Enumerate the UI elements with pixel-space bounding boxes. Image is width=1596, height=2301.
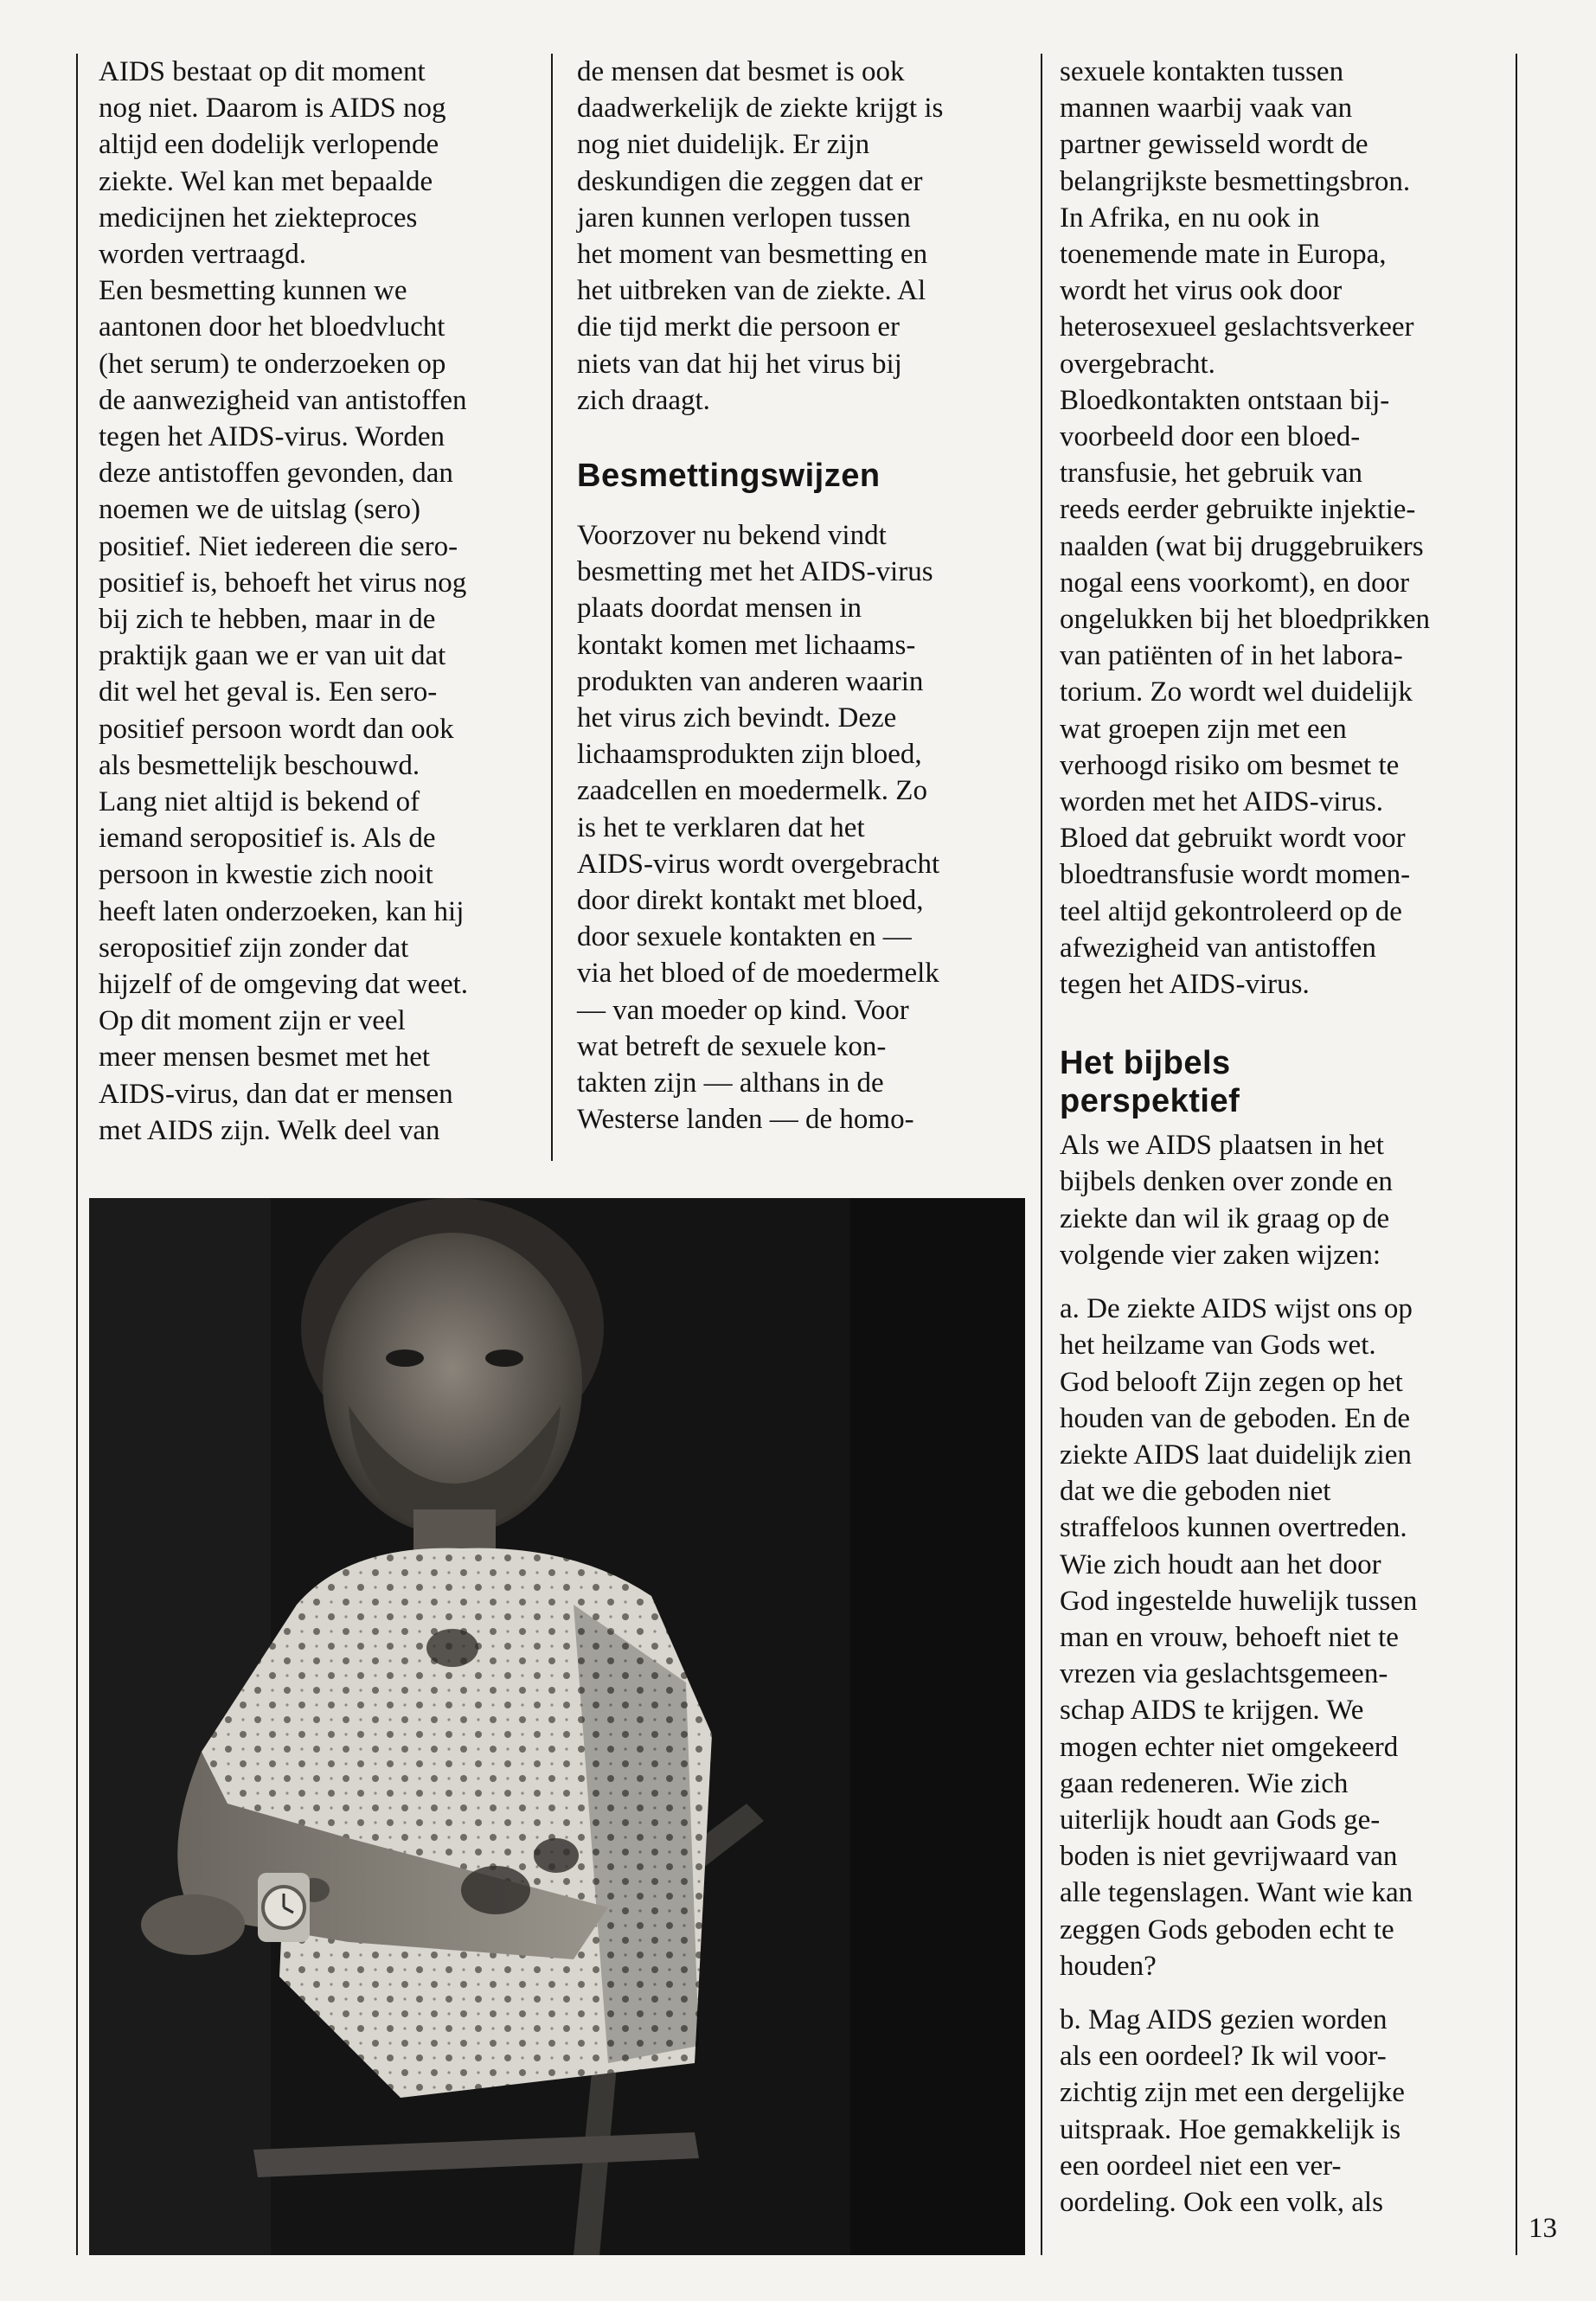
point-b: b. Mag AIDS gezien worden als een oordeel? Ik wil voor- zichtig zijn met een dergelijke uitspraak. Hoe gemakkelijk is een oordeel niet een ver- oordeling. Ook een volk, als <box>1060 2003 1405 2218</box>
right-margin-rule <box>1516 54 1517 2255</box>
column-3-text: sexuele kontakten tussen mannen waarbij vaak van partner gewisseld wordt de belangrijkste besmettingsbron. In Afrika, en nu ook in toenemende mate in Europa, wordt het virus ook door heterosexueel geslachtsverkeer overgebracht. Bloedkontakten ontstaan bij- voorbeeld door een bloed- transfusie, het gebruik van reeds eerder gebruikte injektie- naalden (wat bij druggebruikers nogal eens voorkomt), en door ongelukken bij het bloedprikken van patiënten of in het labora- torium. Zo wordt wel duidelijk wat groepen zijn met een verhoogd risiko om besmet te worden met het AIDS-virus. Bloed dat gebruikt wordt voor bloedtransfusie wordt momen- teel altijd gekontroleerd op de afwezigheid van antistoffen tegen het AIDS-virus. <box>1060 56 1430 1001</box>
column-2 <box>577 54 1027 1138</box>
heading-besmettingswijzen: Besmettingswijzen <box>577 458 881 495</box>
patient-photo-graphic <box>89 1198 1025 2255</box>
column-2-text: de mensen dat besmet is ook daadwerkelijk de ziekte krijgt is nog niet duidelijk. Er zijn deskundigen die zeggen dat er jaren kunnen verlopen tussen het moment van besmetting en het uitbreken van de ziekte. Al die tijd merkt die persoon er niets van dat hij het virus bij zich draagt. <box>577 56 944 416</box>
column-1 <box>99 54 540 1149</box>
column-divider-2 <box>1041 54 1042 2255</box>
column-2-text-2: Voorzover nu bekend vindt besmetting met het AIDS-virus plaats doordat mensen in kontakt komen met lichaams- produkten van anderen waarin het virus zich bevindt. Deze lichaamsprodukten zijn bloed, zaadcellen en moedermelk. Zo is het te verklaren dat het AIDS-virus wordt overgebracht door direkt kontakt met bloed, door sexuele kontakten en — via het bloed of de moedermelk — van moeder op kind. Voor wat betreft de sexuele kon- takten zijn — althans in de Westerse landen — de homo- <box>577 520 940 1136</box>
column-1-text: AIDS bestaat op dit moment nog niet. Daarom is AIDS nog altijd een dodelijk verlopende ziekte. Wel kan met bepaalde medicijnen het ziekteproces worden vertraagd. Een besmetting kunnen we aantonen door het bloedvlucht (het serum) te onderzoeken op de aanwezigheid van antistoffen tegen het AIDS-virus. Worden deze antistoffen gevonden, dan noemen we de uitslag (sero) positief. Niet iedereen die sero- positief is, behoeft het virus nog bij zich te hebben, maar in de praktijk gaan we er van uit dat dit wel het geval is. Een sero- positief persoon wordt dan ook als besmettelijk beschouwd. Lang niet altijd is bekend of iemand seropositief is. Als de persoon in kwestie zich nooit heeft laten onderzoeken, kan hij seropositief zijn zonder dat hijzelf of de omgeving dat weet. Op dit moment zijn er veel meer mensen besmet met het AIDS-virus, dan dat er mensen met AIDS zijn. Welk deel van <box>99 56 469 1146</box>
page-number: 13 <box>1529 2213 1557 2244</box>
column-3 <box>1060 54 1509 2221</box>
point-a: a. De ziekte AIDS wijst ons op het heilzame van Gods wet. God belooft Zijn zegen op het houden van de geboden. En de ziekte AIDS laat duidelijk zien dat we die geboden niet straffeloos kunnen overtreden. Wie zich houdt aan het door God ingestelde huwelijk tussen man en vrouw, behoeft niet te vrezen via geslachtsgemeen- schap AIDS te krijgen. We mogen echter niet omgekeerd gaan redeneren. Wie zich uiterlijk houdt aan Gods ge- boden is niet gevrijwaard van alle tegenslagen. Want wie kan zeggen Gods geboden echt te houden? <box>1060 1293 1418 1982</box>
left-margin-rule <box>76 54 78 2255</box>
column-divider-1 <box>551 54 553 1161</box>
column-3-intro: Als we AIDS plaatsen in het bijbels denken over zonde en ziekte dan wil ik graag op de volgende vier zaken wijzen: <box>1060 1130 1393 1271</box>
patient-photo <box>89 1198 1025 2255</box>
heading-bijbels-perspektief: Het bijbels perspektief <box>1060 1045 1240 1120</box>
